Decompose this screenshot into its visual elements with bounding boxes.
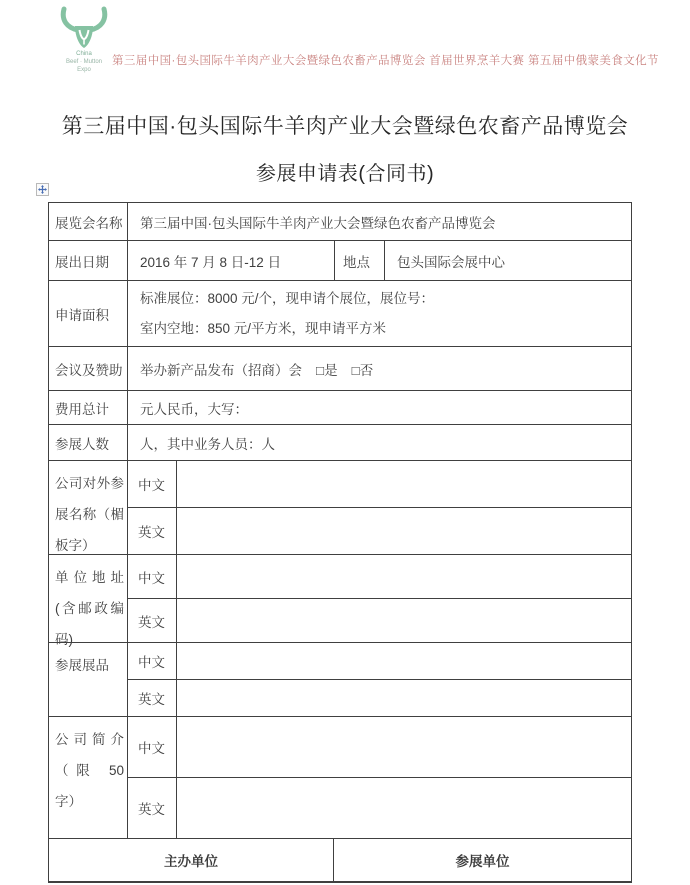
row-area xyxy=(49,281,631,347)
company-name-cn-label: 中文 xyxy=(128,461,177,507)
row-exhibits xyxy=(49,643,631,717)
table-move-handle[interactable] xyxy=(36,183,49,196)
row-attendees xyxy=(49,425,631,461)
location-value: 包头国际会展中心 xyxy=(397,254,505,270)
exhibits-en-label: 英文 xyxy=(128,680,177,716)
checkbox-yes[interactable]: □是 xyxy=(316,362,338,378)
company-name-cn-row xyxy=(128,461,631,508)
address-cn-input[interactable] xyxy=(177,555,631,598)
logo-caption-line1: China xyxy=(76,51,92,57)
document-title-line2: 参展申请表(合同书) xyxy=(255,163,435,185)
area-line-indoor-space: 室内空地：850 元/平方米，现申请平方米 xyxy=(140,321,387,336)
area-label: 申请面积 xyxy=(49,281,128,346)
row-profile xyxy=(49,717,631,839)
address-label: 单位地址(含邮政编码) xyxy=(49,555,128,642)
exhibits-cn-label: 中文 xyxy=(128,643,177,679)
profile-label: 公司简介（限 50 字） xyxy=(49,717,128,838)
meeting-label: 会议及赞助 xyxy=(49,347,128,390)
attendees-value[interactable]: 人，其中业务人员：人 xyxy=(140,436,275,452)
address-en-label: 英文 xyxy=(128,599,177,642)
address-en-row xyxy=(128,599,631,642)
row-meeting xyxy=(49,347,631,391)
row-address xyxy=(49,555,631,647)
row-schedule xyxy=(49,241,631,281)
company-name-label: 公司对外参展名称（楣板字） xyxy=(49,461,128,554)
total-cost-value[interactable]: 元人民币，大写： xyxy=(140,401,248,417)
company-name-en-label: 英文 xyxy=(128,508,177,554)
exhibits-cn-input[interactable] xyxy=(177,643,631,679)
row-exhibition-name xyxy=(49,203,631,241)
move-arrows-icon xyxy=(38,181,47,199)
row-company-name xyxy=(49,461,631,555)
header-tagline: 第三届中国·包头国际牛羊肉产业大会暨绿色农畜产品博览会 首届世界烹羊大赛 第五届中俄蒙美食文化节 xyxy=(112,55,659,67)
bull-head-icon xyxy=(52,6,116,50)
location-label: 地点 xyxy=(335,241,385,280)
row-total-cost xyxy=(49,391,631,425)
area-line-standard-booth: 标准展位：8000 元/个，现申请个展位，展位号： xyxy=(140,291,435,306)
profile-en-input[interactable] xyxy=(177,778,631,838)
document-title-line1: 第三届中国·包头国际牛羊肉产业大会暨绿色农畜产品博览会 xyxy=(61,115,629,138)
checkbox-no[interactable]: □否 xyxy=(351,362,374,378)
exhibition-name-label: 展览会名称 xyxy=(49,203,128,240)
exhibits-label: 参展展品 xyxy=(49,643,128,716)
address-cn-row xyxy=(128,555,631,599)
meeting-value xyxy=(128,347,631,390)
meeting-text: 举办新产品发布（招商）会 xyxy=(140,362,302,378)
row-signature xyxy=(49,839,631,881)
logo-caption xyxy=(52,50,116,74)
expo-logo xyxy=(52,6,116,74)
exhibits-cn-row xyxy=(128,643,631,680)
profile-cn-input[interactable] xyxy=(177,717,631,777)
organizer-label: 主办单位 xyxy=(49,839,334,881)
logo-caption-line2: Beef · Mutton xyxy=(65,59,103,66)
attendees-label: 参展人数 xyxy=(49,425,128,460)
application-form-table xyxy=(48,202,632,883)
address-en-input[interactable] xyxy=(177,599,631,642)
exhibition-name-value: 第三届中国·包头国际牛羊肉产业大会暨绿色农畜产品博览会 xyxy=(140,215,496,231)
profile-cn-label: 中文 xyxy=(128,717,177,777)
total-cost-label: 费用总计 xyxy=(49,391,128,424)
logo-caption-line3: Expo xyxy=(77,67,91,74)
schedule-label: 展出日期 xyxy=(49,241,128,280)
profile-cn-row xyxy=(128,717,631,778)
company-name-en-row xyxy=(128,508,631,554)
company-name-cn-input[interactable] xyxy=(177,461,631,507)
exhibits-en-row xyxy=(128,680,631,716)
profile-en-label: 英文 xyxy=(128,778,177,838)
company-name-en-input[interactable] xyxy=(177,508,631,554)
address-cn-label: 中文 xyxy=(128,555,177,598)
profile-en-row xyxy=(128,778,631,838)
area-value[interactable] xyxy=(128,281,631,346)
schedule-date-value: 2016 年 7 月 8 日-12 日 xyxy=(128,241,335,280)
exhibitor-label: 参展单位 xyxy=(455,854,510,869)
exhibits-en-input[interactable] xyxy=(177,680,631,716)
